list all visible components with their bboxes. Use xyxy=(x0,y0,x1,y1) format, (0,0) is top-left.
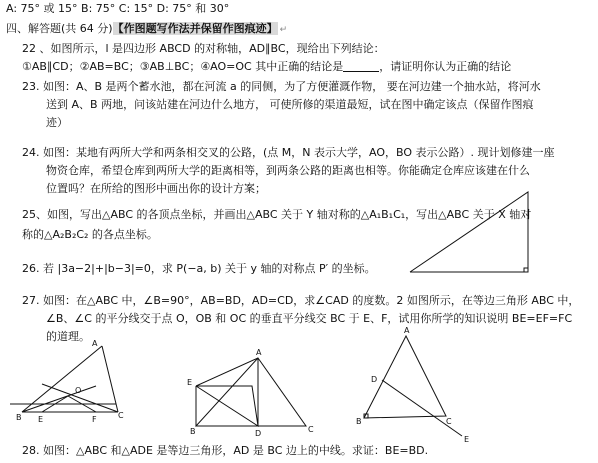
figure-bisector-triangle xyxy=(10,346,118,412)
q22-line2b: ，请证明你认为正确的结论 xyxy=(379,60,512,73)
q24-line3: 位置吗？在所给的图形中画出你的设计方案； xyxy=(46,182,266,195)
fig2-label-b: B xyxy=(190,427,196,436)
q27-line2: ∠B、∠C 的平分线交于点 O，OB 和 OC 的垂直平分线交 BC 于 E、F，试用你所学的知识说明 BE=EF=FC xyxy=(46,312,573,325)
q25-line1: 25、如图，写出△ABC 的各顶点坐标，并画出△ABC 关于 Y 轴对称的△A₁B₁C₁，写出△ABC 关于 X 轴对 xyxy=(22,208,532,221)
fig2-label-d: D xyxy=(255,429,262,438)
q23-line1: 23. 如图：A、B 是两个蓄水池，都在河流 a 的同侧，为了方便灌溉作物， 要在河边建一个抽水站，将河水 xyxy=(22,80,541,93)
fig2-label-c: C xyxy=(308,425,314,434)
fig3-label-c: C xyxy=(446,417,452,426)
top-answer-line: A: 75° 或 15° B: 75° C: 15° D: 75° 和 30° xyxy=(6,2,230,15)
fig3-label-a: A xyxy=(404,326,410,335)
fig1-label-a: A xyxy=(92,339,98,348)
fig3-label-b: B xyxy=(356,417,362,426)
fig3-label-e: E xyxy=(464,435,470,444)
fig1-label-b: B xyxy=(16,413,22,422)
fig1-label-e: E xyxy=(38,415,44,424)
q27-line3: 的道理。 xyxy=(46,330,90,343)
q24-line2: 物资仓库，希望仓库到两所大学的距离相等，到两条公路的距离也相等。你能确定仓库应该建在什么 xyxy=(46,164,530,177)
fig1-label-c: C xyxy=(118,411,124,420)
fig2-label-e: E xyxy=(187,378,193,387)
section-heading: 四、解答题(共 64 分)【作图题写作法并保留作图痕迹】 ↵ xyxy=(6,22,288,35)
q23-line2: 送到 A、B 两地，问该站建在河边什么地方， 可使所修的渠道最短，试在图中确定该点（保留作图痕 xyxy=(46,98,534,111)
section-note: 【作图题写作法并保留作图痕迹】 xyxy=(112,22,278,35)
q22-line2a: ①AB∥CD；②AB=BC；③AB⊥BC；④AO=OC 其中正确的结论是 xyxy=(22,60,344,73)
fig2-label-a: A xyxy=(256,348,262,357)
q22-line1: 22 、如图所示，l 是四边形 ABCD 的对称轴，AD∥BC，现给出下列结论： xyxy=(22,42,385,55)
q28-line: 28. 如图：△ABC 和△ADE 是等边三角形，AD 是 BC 边上的中线。求证：BE=BD. xyxy=(22,444,429,457)
q25-line2: 称的△A₂B₂C₂ 的各点坐标。 xyxy=(22,228,158,241)
figure-equilateral-triangles xyxy=(196,358,306,426)
q27-line1: 27. 如图：在△ABC 中，∠B=90°，AB=BD，AD=CD，求∠CAD 的度数。2 如图所示，在等边三角形 ABC 中， xyxy=(22,294,580,307)
q25-right-triangle xyxy=(410,192,528,272)
q23-line3: 迹） xyxy=(46,116,68,129)
fig3-label-d: D xyxy=(371,375,378,384)
q26-line: 26. 若 |3a−2|+|b−3|=0，求 P(−a, b) 关于 y 轴的对称点 P′ 的坐标。 xyxy=(22,262,376,275)
fig1-label-f: F xyxy=(92,415,97,424)
section-title: 四、解答题(共 64 分) xyxy=(6,22,113,35)
q24-line1: 24. 如图：某地有两所大学和两条相交叉的公路，(点 M，N 表示大学，AO，BO 表示公路）. 现计划修建一座 xyxy=(22,146,555,159)
fig1-label-o: O xyxy=(75,386,82,395)
